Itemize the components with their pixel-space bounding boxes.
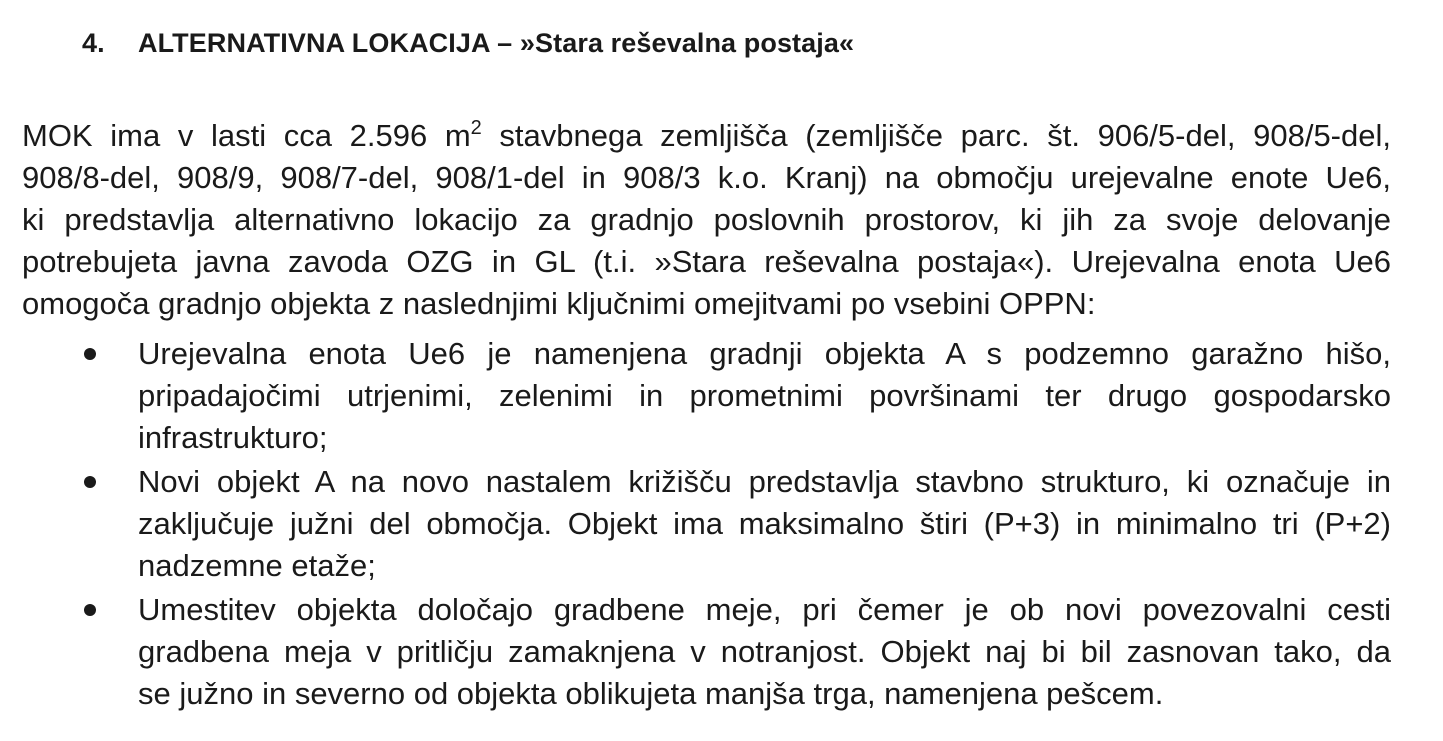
- bullet-line: infrastrukturo;: [138, 420, 328, 455]
- bullet-line: zaključuje južni del območja. Objekt ima maksimalno štiri (P+3) in minimalno tri (P+2): [138, 506, 1391, 541]
- bullet-line: gradbena meja v pritličju zamaknjena v notranjost. Objekt naj bi bil zasnovan tako, da: [138, 634, 1391, 669]
- paragraph-line: omogoča gradnjo objekta z naslednjimi ključnimi omejitvami po vsebini OPPN:: [22, 286, 1096, 321]
- bullet-line: nadzemne etaže;: [138, 548, 376, 583]
- section-title: ALTERNATIVNA LOKACIJA – »Stara reševalna postaja«: [138, 28, 855, 58]
- bullet-line: Umestitev objekta določajo gradbene meje, pri čemer je ob novi povezovalni cesti: [138, 592, 1391, 627]
- section-heading: [82, 28, 854, 59]
- section-number: 4.: [82, 28, 105, 58]
- bullet-line: pripadajočimi utrjenimi, zelenimi in prometnimi površinami ter drugo gospodarsko: [138, 378, 1391, 413]
- bullet-line: Urejevalna enota Ue6 je namenjena gradnji objekta A s podzemno garažno hišo,: [138, 336, 1391, 371]
- bullet-icon: [84, 348, 96, 360]
- paragraph-line: 908/8-del, 908/9, 908/7-del, 908/1-del in 908/3 k.o. Kranj) na območju urejevalne enote Ue6,: [22, 160, 1391, 195]
- bullet-icon: [84, 604, 96, 616]
- paragraph-line: ki predstavlja alternativno lokacijo za gradnjo poslovnih prostorov, ki jih za svoje delovanje: [22, 202, 1391, 237]
- paragraph-line: MOK ima v lasti cca 2.596 $m^2$ stavbnega zemljišča (zemljišče parc. št. 906/5-del, 908/5-del,: [22, 117, 1391, 153]
- paragraph-line: potrebujeta javna zavoda OZG in GL (t.i. »Stara reševalna postaja«). Urejevalna enota Ue6: [22, 244, 1391, 279]
- bullet-line: se južno in severno od objekta oblikujeta manjša trga, namenjena pešcem.: [138, 676, 1164, 711]
- bullet-icon: [84, 476, 96, 488]
- bullet-line: Novi objekt A na novo nastalem križišču predstavlja stavbno strukturo, ki označuje in: [138, 464, 1391, 499]
